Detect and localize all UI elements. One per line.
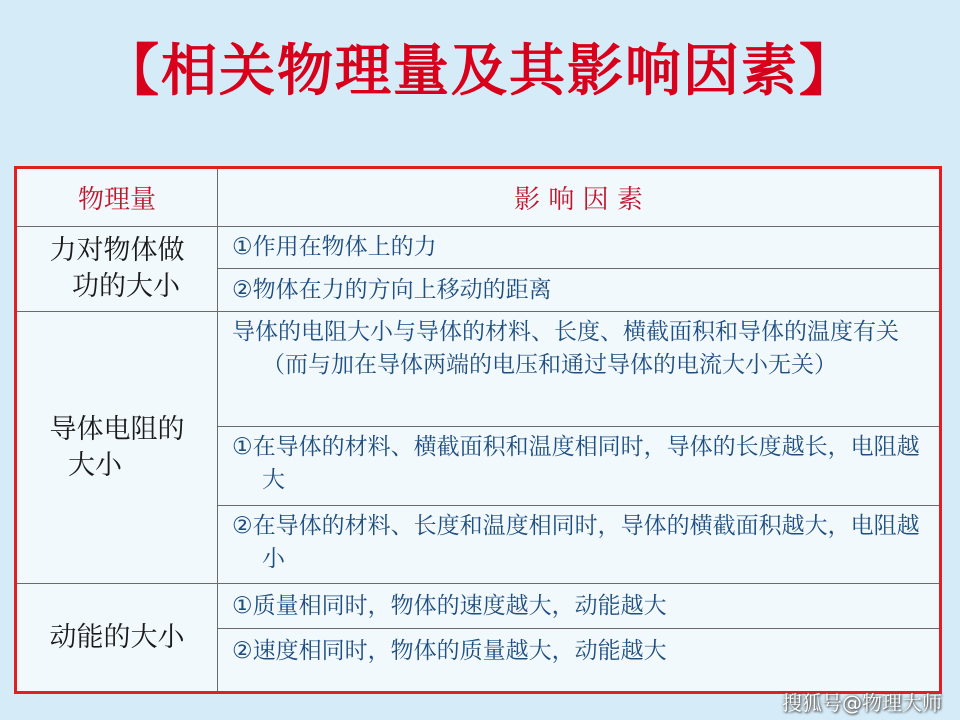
factor-cell: ②速度相同时，物体的质量越大，动能越大 <box>232 637 667 664</box>
quantity-line: 力对物体做 <box>49 235 185 266</box>
factor-cell <box>218 427 939 505</box>
quantity-line: 功的大小 <box>72 271 180 302</box>
factor-cell <box>218 312 939 426</box>
factor-cell: ①作用在物体上的力 <box>232 234 437 260</box>
quantity-line: 大小 <box>68 449 122 481</box>
quantity-line: 动能的大小 <box>49 621 185 653</box>
header-factors: 影 响 因 素 <box>514 185 643 215</box>
factor-cell <box>218 506 939 583</box>
quantity-work <box>17 227 217 311</box>
quantity-resistance <box>17 312 217 583</box>
quantity-line: 导体电阻的 <box>49 413 185 445</box>
factor-cell: ①质量相同时，物体的速度越大，动能越大 <box>232 592 667 619</box>
factor-text: 导体的电阻大小与导体的材料、长度、横截面积和导体的温度有关（而与加在导体两端的电压和通过导体的电流大小无关） <box>232 319 899 378</box>
factor-text: ①在导体的材料、横截面积和温度相同时，导体的长度越长，电阻越大 <box>232 434 920 493</box>
factor-text: ②在导体的材料、长度和温度相同时，导体的横截面积越大，电阻越小 <box>232 513 920 572</box>
watermark: 搜狐号@物理大师 <box>782 691 942 715</box>
header-quantity: 物理量 <box>77 185 156 215</box>
factors-table <box>14 166 942 694</box>
quantity-kinetic-energy <box>17 584 217 691</box>
factor-cell: ②物体在力的方向上移动的距离 <box>232 276 552 303</box>
page-title: 【相关物理量及其影响因素】 <box>103 39 857 104</box>
